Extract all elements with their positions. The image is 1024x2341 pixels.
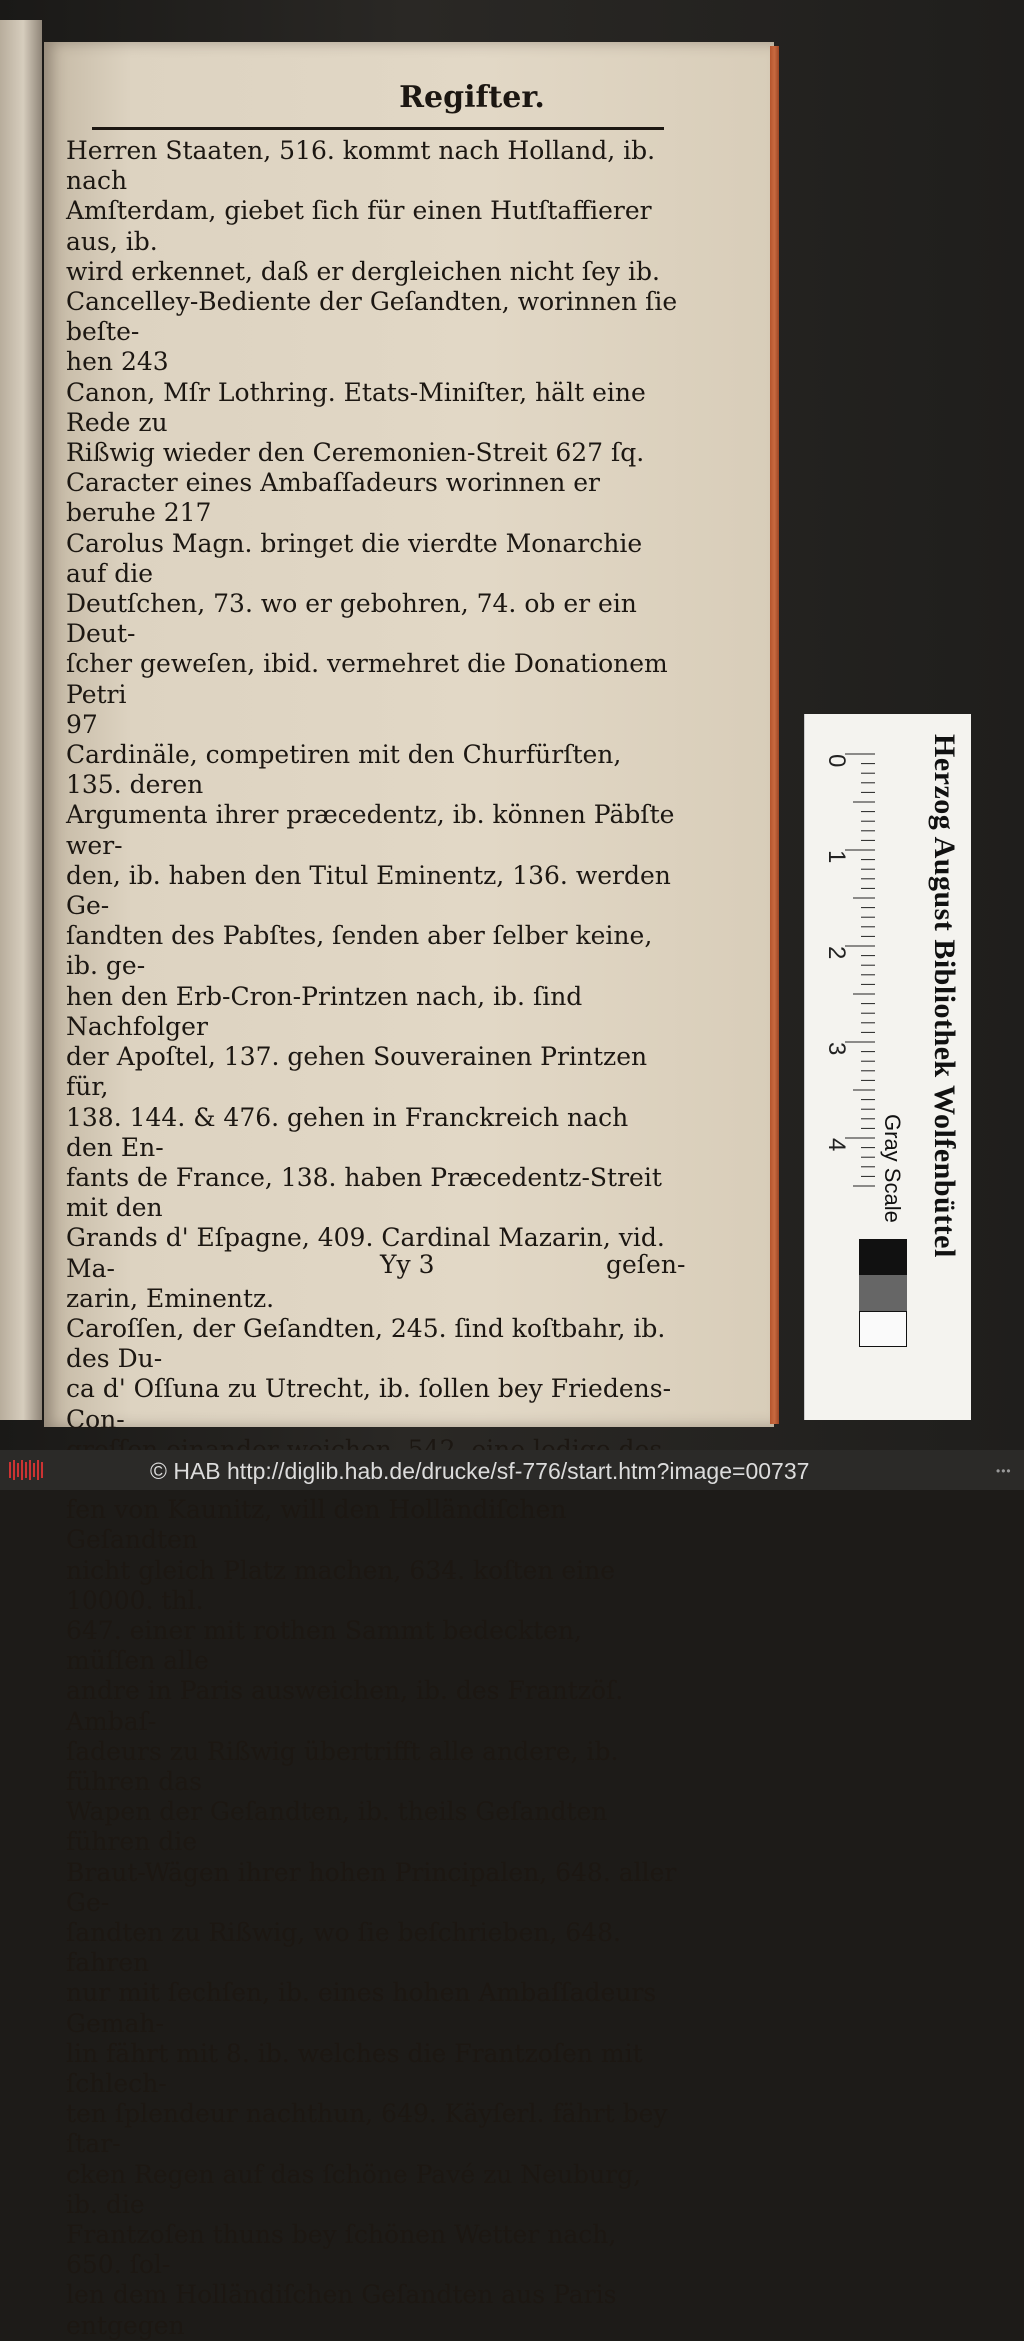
- text-line: hen 243: [66, 347, 169, 377]
- text-line: Herren Staaten, 516. kommt nach Holland, ib. nach: [66, 136, 656, 196]
- text-line: Canon, Mſr Lothring. Etats-Miniſter, hält eine Rede zu: [66, 377, 646, 437]
- hab-logo-icon: [8, 1459, 44, 1481]
- gray-patch-black: [859, 1239, 907, 1275]
- text-line: wird erkennet, daß er dergleichen nicht ſey ib.: [66, 256, 660, 286]
- copyright-url: © HAB http://diglib.hab.de/drucke/sf-776/start.htm?image=00737: [150, 1458, 810, 1484]
- text-line: zarin, Eminentz.: [66, 1283, 275, 1313]
- ruler-number: 2: [823, 946, 850, 960]
- text-line: 138. 144. & 476. gehen in Franckreich nach den En-: [66, 1102, 629, 1162]
- text-line: ten ſplendeur nachthun, 649. Käyſerl. fährt bey ſtar-: [66, 2099, 668, 2159]
- header-rule: [92, 127, 664, 130]
- text-line: Amſterdam, giebet ſich für einen Hutſtaffierer aus, ib.: [66, 196, 652, 256]
- text-line: Braut-Wägen ihrer hohen Principalen, 648. aller Ge-: [66, 1857, 677, 1917]
- menu-dots-icon[interactable]: •••: [996, 1464, 1012, 1478]
- footer-bar: [0, 1450, 1024, 1490]
- text-line: Caracter eines Ambaſſadeurs worinnen er beruhe 217: [66, 468, 600, 528]
- ruler-organization: Herzog August Bibliothek Wolfenbüttel: [928, 734, 961, 1258]
- text-line: der Apoſtel, 137. gehen Souverainen Printzen für,: [66, 1042, 648, 1102]
- register-text: [66, 136, 678, 2341]
- facing-page-edge: [0, 20, 42, 1420]
- page-red-edge: [770, 46, 779, 1424]
- text-line: Cancelley-Bediente der Geſandten, worinnen ſie beſte-: [66, 287, 678, 347]
- text-line: Wapen der Geſandten, ib. theils Geſandten führen die: [66, 1797, 608, 1857]
- text-line: ſandten des Pabſtes, ſenden aber ſelber keine, ib. ge-: [66, 921, 653, 981]
- color-ruler-card: [804, 714, 971, 1420]
- text-line: Deutſchen, 73. wo er gebohren, 74. ob er ein Deut-: [66, 589, 637, 649]
- ruler-scale: [819, 734, 875, 1204]
- text-line: len dem Holländiſchen Geſandten aus Paris entgegen: [66, 2280, 617, 2340]
- ruler-number: 3: [823, 1042, 850, 1056]
- text-line: Frantzoſen thuns bey ſchönen Wetter nach, 650. ſol-: [66, 2220, 617, 2280]
- text-line: Grands d' Eſpagne, 409. Cardinal Mazarin, vid. Ma-: [66, 1223, 665, 1283]
- text-line: 97: [66, 709, 98, 739]
- text-line: fen von Kaunitz, will den Holländiſchen Geſandten: [66, 1495, 567, 1555]
- text-line: hen den Erb-Cron-Printzen nach, ib. ſind Nachfolger: [66, 981, 583, 1041]
- running-head: Regifter.: [399, 80, 545, 115]
- ruler-number: 0: [823, 754, 850, 768]
- text-line: ſadeurs zu Rißwig übertrifft alle andere, ib. führen das: [66, 1736, 619, 1796]
- gray-scale-label: Gray Scale: [880, 1114, 905, 1223]
- text-line: Rißwig wieder den Ceremonien-Streit 627 ſq.: [66, 438, 645, 468]
- text-line: lin fährt mit 8. ib. welches die Frantzoſen mit ſchlech-: [66, 2038, 643, 2098]
- ruler-number: 4: [823, 1138, 850, 1152]
- text-line: ſcher geweſen, ibid. vermehret die Donationem Petri: [66, 649, 668, 709]
- text-line: Cardinäle, competiren mit den Churfürſten, 135. deren: [66, 740, 622, 800]
- gray-patch-white: [859, 1311, 907, 1347]
- ruler-number: 1: [823, 850, 850, 864]
- text-line: 647. einer mit rothen Sammt bedeckten, müſſen alle: [66, 1615, 582, 1676]
- text-line: nur mit ſechſen, ib. eines hohen Ambaſſadeurs Gemah-: [66, 1978, 657, 2038]
- catchword: geſen-: [606, 1250, 686, 1279]
- text-line: ca d' Oſſuna zu Utrecht, ib. ſollen bey Friedens-Con-: [66, 1374, 672, 1434]
- text-line: den, ib. haben den Titul Eminentz, 136. werden Ge-: [66, 860, 671, 921]
- text-line: nicht gleich Platz machen, 634. koſten eine 10000. thl.: [66, 1555, 616, 1615]
- text-line: Carolus Magn. bringet die vierdte Monarchie auf die: [66, 528, 643, 588]
- signature-mark: Yy 3: [380, 1250, 435, 1279]
- text-line: fants de France, 138. haben Præcedentz-Streit mit den: [66, 1162, 662, 1223]
- text-line: Caroſſen, der Geſandten, 245. ſind koſtbahr, ib. des Du-: [66, 1313, 666, 1374]
- text-line: Argumenta ihrer præcedentz, ib. können Päbſte wer-: [66, 800, 675, 860]
- text-line: andre in Paris ausweichen, ib. des Frantzöſ. Ambaſ-: [66, 1676, 624, 1736]
- text-line: ſandten zu Rißwig, wo ſie beſchrieben, 648. fahren: [66, 1917, 621, 1978]
- text-line: cken Regen auf das ſchöne Pavé zu Neuburg, ib. die: [66, 2159, 642, 2219]
- gray-patch-mid: [859, 1275, 907, 1311]
